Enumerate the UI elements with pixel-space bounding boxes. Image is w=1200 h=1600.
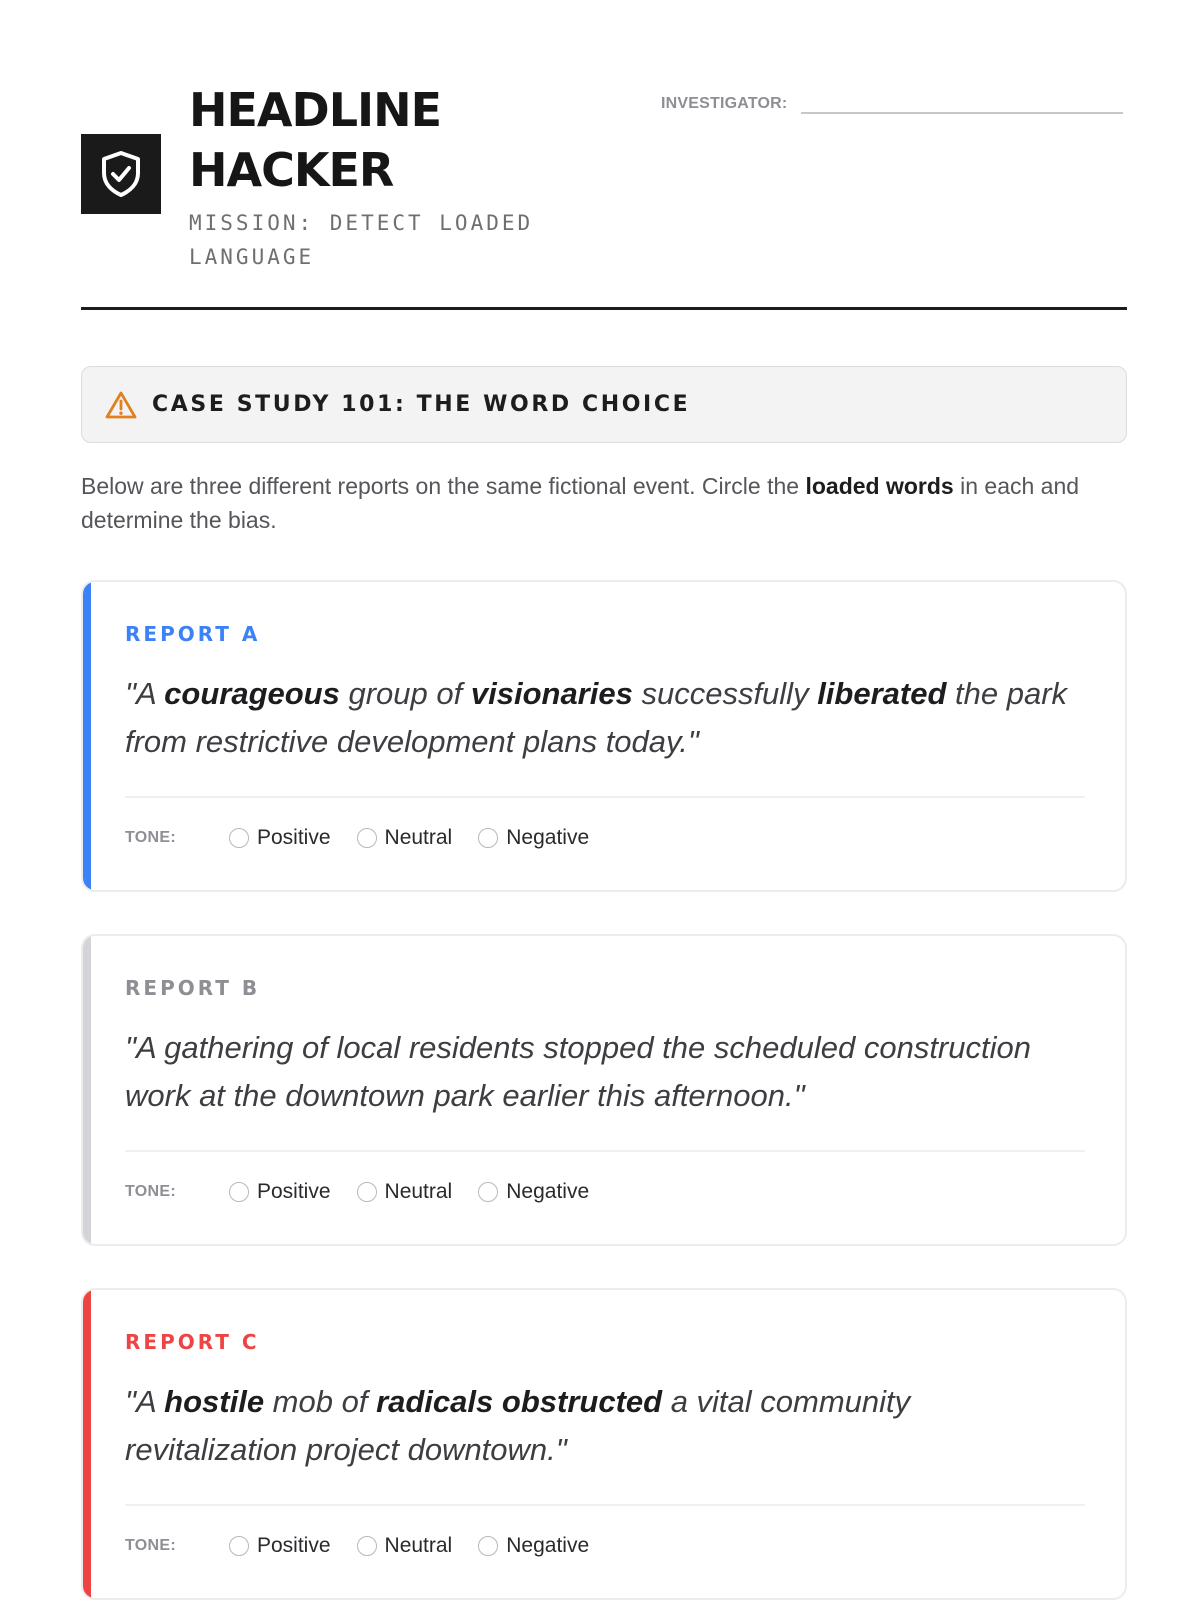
- tone-option-positive[interactable]: [229, 1180, 331, 1204]
- tone-option-label: Negative: [506, 1180, 590, 1203]
- radio-button[interactable]: [229, 828, 249, 848]
- report-card: [81, 1288, 1127, 1600]
- tone-option-positive[interactable]: [229, 826, 331, 850]
- tone-option-negative[interactable]: [478, 826, 589, 850]
- radio-button[interactable]: [357, 1536, 377, 1556]
- tone-option-neutral[interactable]: [357, 1180, 453, 1204]
- tone-option-label: Negative: [506, 826, 590, 849]
- logo: [81, 134, 161, 214]
- report-card: [81, 934, 1127, 1246]
- warning-triangle-icon: [104, 390, 138, 420]
- tone-option-label: Positive: [257, 826, 331, 849]
- radio-button[interactable]: [478, 828, 498, 848]
- tone-option-label: Neutral: [384, 1180, 453, 1203]
- radio-button[interactable]: [478, 1182, 498, 1202]
- report-label: REPORT C: [125, 1330, 260, 1354]
- quote-text: "A: [125, 676, 165, 711]
- tone-option-neutral[interactable]: [357, 826, 453, 850]
- loaded-word[interactable]: courageous: [164, 676, 340, 711]
- radio-button[interactable]: [357, 828, 377, 848]
- title-line-1: HEADLINE: [189, 83, 442, 137]
- header-divider: [81, 307, 1127, 310]
- investigator-label: INVESTIGATOR:: [661, 95, 788, 112]
- report-divider: [125, 1150, 1085, 1152]
- report-label: REPORT B: [125, 976, 261, 1000]
- radio-button[interactable]: [229, 1536, 249, 1556]
- page-title: [189, 80, 589, 200]
- title-line-2: HACKER: [189, 143, 394, 197]
- report-quote: [125, 1378, 1085, 1474]
- quote-text: group of: [339, 676, 471, 711]
- mission-subtitle: MISSION: DETECT LOADED LANGUAGE: [189, 211, 534, 269]
- investigator-name-line[interactable]: [801, 90, 1123, 114]
- tone-selector: [125, 1176, 615, 1208]
- tone-selector: [125, 822, 615, 854]
- quote-text: a vital community revitalization project downtown.": [125, 1384, 911, 1467]
- tone-option-negative[interactable]: [478, 1534, 589, 1558]
- page-header: [81, 76, 1127, 312]
- report-accent-bar: [83, 582, 91, 890]
- loaded-word[interactable]: hostile: [164, 1384, 265, 1419]
- shield-check-icon: [98, 149, 144, 199]
- tone-label: TONE:: [125, 1183, 176, 1200]
- report-accent-bar: [83, 1290, 91, 1598]
- report-divider: [125, 796, 1085, 798]
- loaded-word[interactable]: obstructed: [501, 1384, 663, 1419]
- instructions-part: in each and determine the bias.: [81, 473, 1080, 533]
- tone-option-label: Neutral: [384, 1534, 453, 1557]
- report-accent-bar: [83, 936, 91, 1244]
- tone-option-label: Negative: [506, 1534, 590, 1557]
- loaded-word[interactable]: visionaries: [470, 676, 633, 711]
- tone-option-label: Neutral: [384, 826, 453, 849]
- tone-label: TONE:: [125, 829, 176, 846]
- radio-button[interactable]: [357, 1182, 377, 1202]
- tone-option-label: Positive: [257, 1180, 331, 1203]
- instructions-emphasis: loaded words: [805, 473, 954, 499]
- case-study-banner: [81, 366, 1127, 443]
- tone-option-positive[interactable]: [229, 1534, 331, 1558]
- loaded-word[interactable]: liberated: [817, 676, 947, 711]
- tone-option-negative[interactable]: [478, 1180, 589, 1204]
- quote-text: [493, 1384, 502, 1419]
- quote-text: successfully: [632, 676, 818, 711]
- radio-button[interactable]: [478, 1536, 498, 1556]
- quote-text: "A gathering of local residents stopped the scheduled construction work at the downtown park earlier this afternoon.": [125, 1030, 1031, 1113]
- report-quote: [125, 1024, 1085, 1120]
- quote-text: "A: [125, 1384, 165, 1419]
- quote-text: mob of: [264, 1384, 377, 1419]
- quote-text: the park from restrictive development plans today.": [125, 676, 1068, 759]
- tone-selector: [125, 1530, 615, 1562]
- case-study-title: CASE STUDY 101: THE WORD CHOICE: [152, 392, 691, 417]
- report-card: [81, 580, 1127, 892]
- tone-label: TONE:: [125, 1537, 176, 1554]
- instructions-part: Below are three different reports on the same fictional event. Circle the: [81, 473, 806, 499]
- report-quote: [125, 670, 1085, 766]
- radio-button[interactable]: [229, 1182, 249, 1202]
- tone-option-label: Positive: [257, 1534, 331, 1557]
- instructions-text: [81, 469, 1127, 537]
- report-divider: [125, 1504, 1085, 1506]
- investigator-field: [661, 90, 1123, 114]
- tone-option-neutral[interactable]: [357, 1534, 453, 1558]
- loaded-word[interactable]: radicals: [376, 1384, 494, 1419]
- report-label: REPORT A: [125, 622, 261, 646]
